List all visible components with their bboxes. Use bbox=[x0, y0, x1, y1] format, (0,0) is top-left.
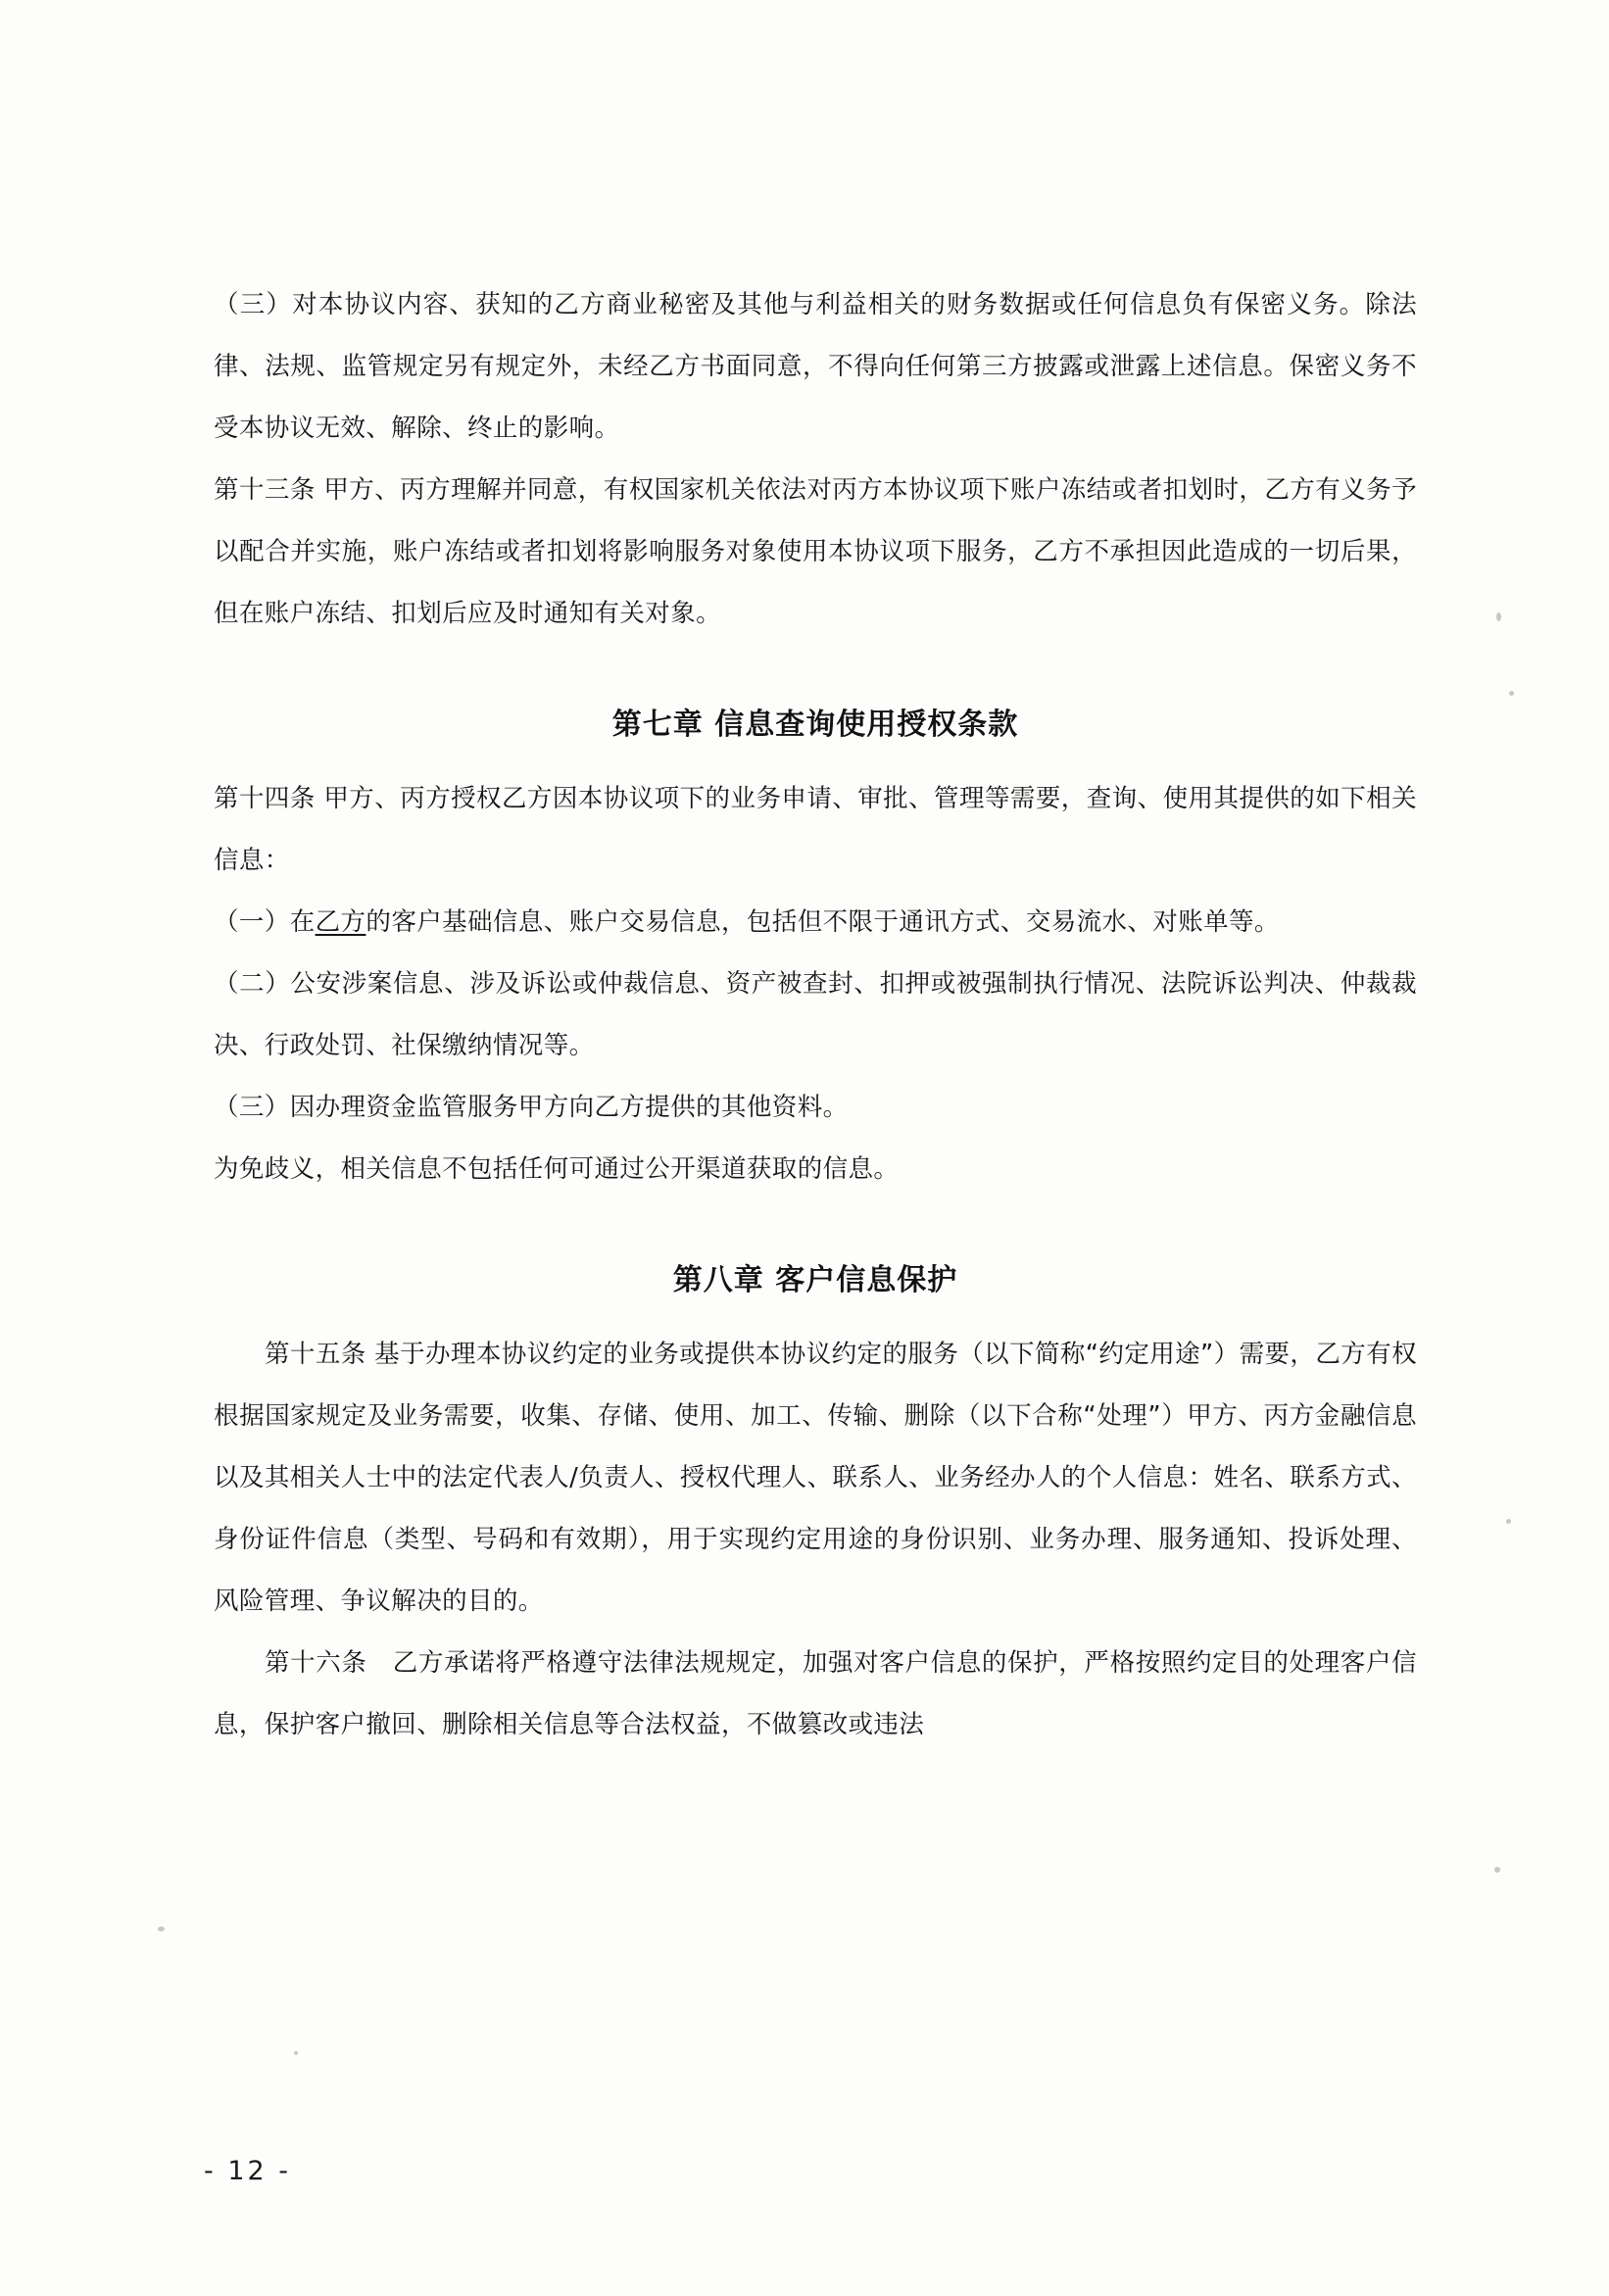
paragraph-article-15: 第十五条 基于办理本协议约定的业务或提供本协议约定的服务（以下简称“约定用途”）需要，乙方有权根据国家规定及业务需要，收集、存储、使用、加工、传输、删除（以下合称“处理”）甲方、丙方金融信息以及其相关人士中的法定代表人/负责人、授权代理人、联系人、业务经办人的个人信息：姓名、联系方式、身份证件信息（类型、号码和有效期），用于实现约定用途的身份识别、业务办理、服务通知、投诉处理、风险管理、争议解决的目的。 bbox=[214, 1340, 1417, 1616]
item-1-suffix: 的客户基础信息、账户交易信息，包括但不限于通讯方式、交易流水、对账单等。 bbox=[366, 907, 1280, 937]
paragraph-item-3: （三）因办理资金监管服务甲方向乙方提供的其他资料。 bbox=[214, 1093, 849, 1122]
paragraph-confidentiality: （三）对本协议内容、获知的乙方商业秘密及其他与利益相关的财务数据或任何信息负有保密义务。除法律、法规、监管规定另有规定外，未经乙方书面同意，不得向任何第三方披露或泄露上述信息。保密义务不受本协议无效、解除、终止的影响。 bbox=[214, 290, 1417, 443]
paragraph-article-13: 第十三条 甲方、丙方理解并同意，有权国家机关依法对丙方本协议项下账户冻结或者扣划时，乙方有义务予以配合并实施，账户冻结或者扣划将影响服务对象使用本协议项下服务，乙方不承担因此造成的一切后果，但在账户冻结、扣划后应及时通知有关对象。 bbox=[214, 475, 1417, 628]
scan-speck bbox=[294, 2051, 298, 2055]
paragraph-item-1 bbox=[214, 892, 1417, 953]
scan-speck bbox=[1509, 691, 1514, 696]
paragraph-article-16: 第十六条 乙方承诺将严格遵守法律法规规定，加强对客户信息的保护，严格按照约定目的处理客户信息，保护客户撤回、删除相关信息等合法权益，不做篡改或违法 bbox=[214, 1648, 1417, 1739]
scan-speck bbox=[1506, 1519, 1511, 1524]
paragraph-article-14: 第十四条 甲方、丙方授权乙方因本协议项下的业务申请、审批、管理等需要，查询、使用其提供的如下相关信息： bbox=[214, 784, 1417, 875]
scan-speck bbox=[158, 1927, 165, 1931]
scan-speck bbox=[1496, 612, 1501, 621]
document-body bbox=[214, 274, 1417, 1756]
item-1-prefix: （一）在 bbox=[214, 907, 316, 937]
item-1-underlined-term: 乙方 bbox=[315, 907, 366, 937]
scan-speck bbox=[1494, 1867, 1500, 1873]
chapter-heading-8: 第八章 客户信息保护 bbox=[672, 1263, 958, 1297]
chapter-heading-7: 第七章 信息查询使用授权条款 bbox=[611, 708, 1019, 742]
page-number: - 12 - bbox=[204, 2156, 292, 2186]
paragraph-item-2: （二）公安涉案信息、涉及诉讼或仲裁信息、资产被查封、扣押或被强制执行情况、法院诉讼判决、仲裁裁决、行政处罚、社保缴纳情况等。 bbox=[214, 969, 1417, 1060]
paragraph-clarification: 为免歧义，相关信息不包括任何可通过公开渠道获取的信息。 bbox=[214, 1154, 900, 1184]
